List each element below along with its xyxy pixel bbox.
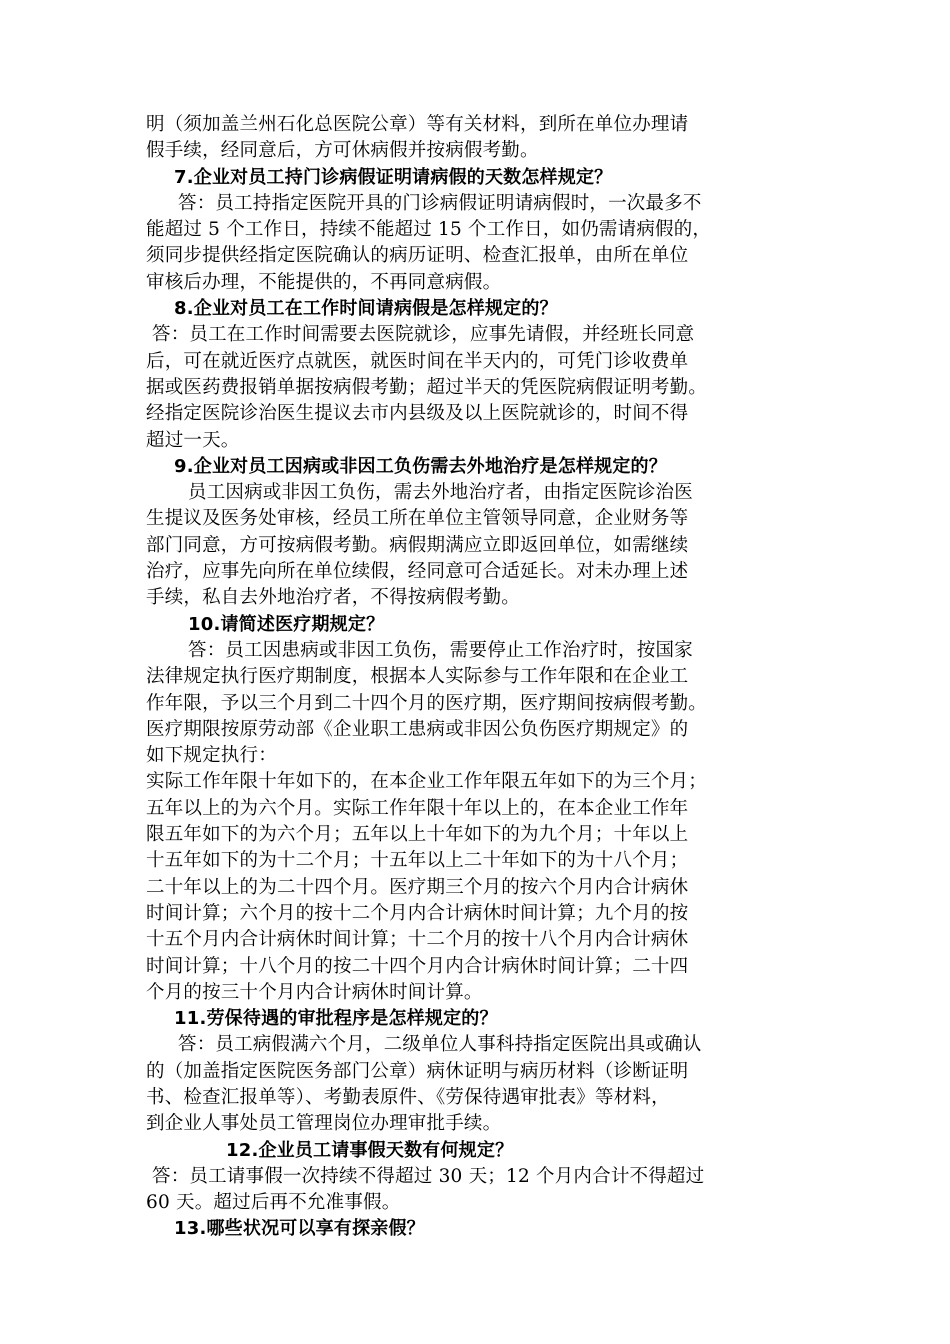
text-line: 答：员工持指定医院开具的门诊病假证明请病假时，一次最多不 <box>178 192 702 214</box>
text-line: 答：员工病假满六个月，二级单位人事科持指定医院出具或确认 <box>178 1034 702 1056</box>
text-line: 能超过 5 个工作日，持续不能超过 15 个工作日，如仍需请病假的， <box>146 219 712 241</box>
text-line: 法律规定执行医疗期制度，根据本人实际参与工作年限和在企业工 <box>146 666 689 688</box>
text-line: 部门同意，方可按病假考勤。病假期满应立即返回单位，如需继续 <box>146 534 689 556</box>
text-line: 答：员工因患病或非因工负伤，需要停止工作治疗时，按国家 <box>188 639 693 661</box>
text-line: 医疗期限按原劳动部《企业职工患病或非因公负伤医疗期规定》的 <box>146 718 689 740</box>
text-line: 生提议及医务处审核，经员工所在单位主管领导同意，企业财务等 <box>146 508 689 530</box>
text-line: 作年限，予以三个月到二十四个月的医疗期，医疗期间按病假考勤。 <box>146 692 708 714</box>
text-line: 答：员工请事假一次持续不得超过 30 天；12 个月内合计不得超过 <box>152 1165 705 1187</box>
text-line: 员工因病或非因工负伤，需去外地治疗者，由指定医院诊治医 <box>188 482 693 504</box>
text-line: 答：员工在工作时间需要去医院就诊，应事先请假，并经班长同意 <box>152 324 695 346</box>
text-line: 治疗，应事先向所在单位续假，经同意可合适延长。对未办理上述 <box>146 561 689 583</box>
text-line: 假手续，经同意后，方可休病假并按病假考勤。 <box>146 140 539 162</box>
text-line: 二十年以上的为二十四个月。医疗期三个月的按六个月内合计病休 <box>146 876 689 898</box>
question-heading: 12.企业员工请事假天数有何规定？ <box>226 1139 514 1161</box>
text-line: 经指定医院诊治医生提议去市内县级及以上医院就诊的，时间不得 <box>146 403 689 425</box>
text-line: 审核后办理，不能提供的，不再同意病假。 <box>146 271 502 293</box>
text-line: 的（加盖指定医院医务部门公章）病休证明与病历材料（诊断证明 <box>146 1060 689 1082</box>
text-line: 书、检查汇报单等）、考勤表原件、《劳保待遇审批表》等材料， <box>146 1086 670 1108</box>
question-heading: 7.企业对员工持门诊病假证明请病假的天数怎样规定？ <box>174 166 613 188</box>
text-line: 60 天。超过后再不允准事假。 <box>146 1192 401 1214</box>
text-line: 时间计算；十八个月的按二十四个月内合计病休时间计算；二十四 <box>146 955 689 977</box>
text-line: 手续，私自去外地治疗者，不得按病假考勤。 <box>146 587 521 609</box>
question-heading: 13.哪些状况可以享有探亲假？ <box>174 1218 425 1240</box>
text-line: 明（须加盖兰州石化总医院公章）等有关材料，到所在单位办理请 <box>146 114 689 135</box>
text-line: 十五个月内合计病休时间计算；十二个月的按十八个月内合计病休 <box>146 929 689 951</box>
text-line: 个月的按三十个月内合计病休时间计算。 <box>146 981 483 1003</box>
question-heading: 8.企业对员工在工作时间请病假是怎样规定的？ <box>174 298 558 320</box>
text-line: 限五年如下的为六个月；五年以上十年如下的为九个月；十年以上 <box>146 824 689 846</box>
question-heading: 10.请简述医疗期规定？ <box>188 613 385 635</box>
text-line: 后，可在就近医疗点就医，就医时间在半天内的，可凭门诊收费单 <box>146 350 689 372</box>
text-line: 五年以上的为六个月。实际工作年限十年以上的，在本企业工作年 <box>146 797 689 819</box>
text-line: 实际工作年限十年如下的，在本企业工作年限五年如下的为三个月； <box>146 771 708 793</box>
text-line: 如下规定执行： <box>146 745 277 767</box>
text-line: 十五年如下的为十二个月；十五年以上二十年如下的为十八个月； <box>146 850 689 872</box>
text-line: 据或医药费报销单据按病假考勤；超过半天的凭医院病假证明考勤。 <box>146 376 708 398</box>
question-heading: 11.劳保待遇的审批程序是怎样规定的？ <box>174 1008 498 1030</box>
text-line: 超过一天。 <box>146 429 240 451</box>
question-heading: 9.企业对员工因病或非因工负伤需去外地治疗是怎样规定的？ <box>174 455 667 477</box>
text-line: 到企业人事处员工管理岗位办理审批手续。 <box>146 1113 502 1135</box>
text-line: 须同步提供经指定医院确认的病历证明、检查汇报单，由所在单位 <box>146 245 689 267</box>
text-line: 时间计算；六个月的按十二个月内合计病休时间计算；九个月的按 <box>146 902 689 924</box>
